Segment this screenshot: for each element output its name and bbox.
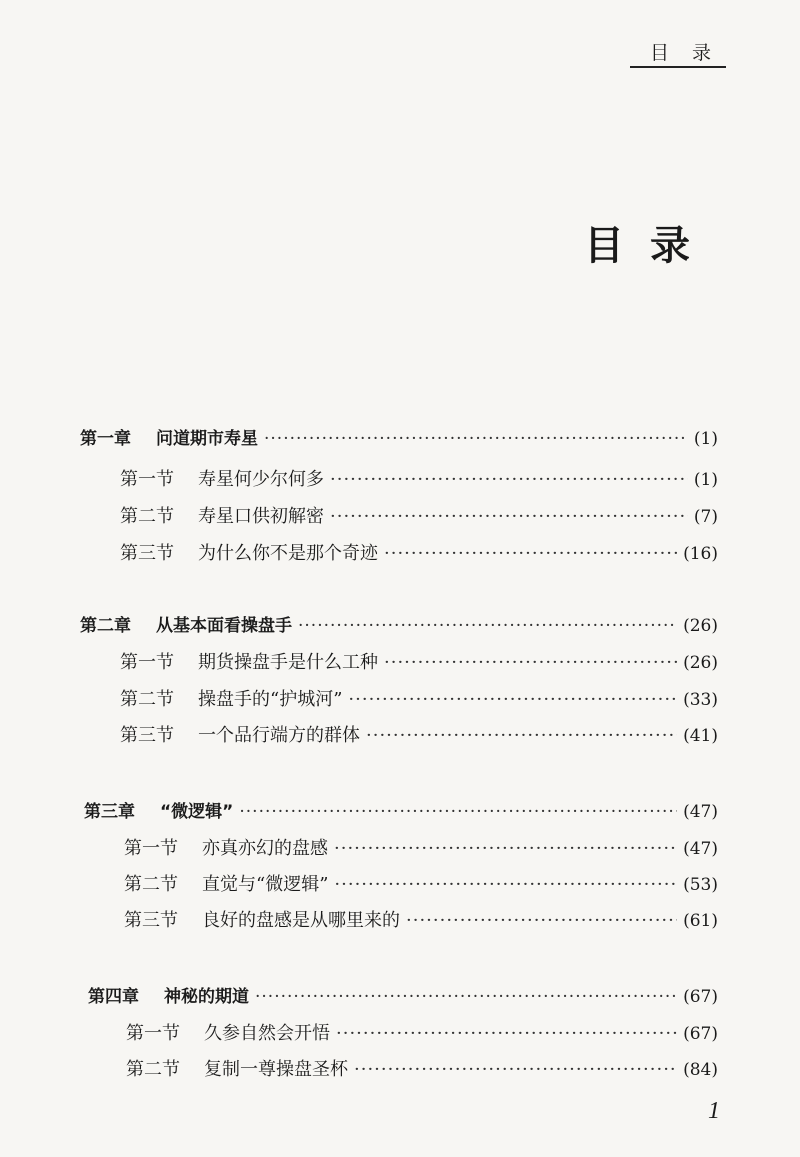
toc-section-1-2[interactable] [120, 503, 718, 531]
toc-section-1-1[interactable] [120, 466, 718, 494]
toc-section-4-2[interactable] [126, 1056, 718, 1084]
section-title: 一个品行端方的群体 [198, 725, 360, 746]
page-number: (1) [693, 470, 718, 490]
dot-leader [255, 983, 677, 1011]
section-number: 第一节 [120, 469, 174, 490]
section-number: 第一节 [120, 652, 174, 673]
page-number: (16) [683, 544, 718, 564]
toc-chapter-4[interactable] [88, 983, 718, 1011]
section-title: 亦真亦幻的盘感 [202, 838, 328, 859]
chapter-number: 第一章 [80, 429, 131, 449]
dot-leader [366, 722, 677, 750]
page-number: (33) [683, 690, 718, 710]
section-title: 期货操盘手是什么工种 [198, 652, 378, 673]
section-title: 复制一尊操盘圣杯 [204, 1059, 348, 1080]
section-number: 第三节 [120, 725, 174, 746]
section-title: 良好的盘感是从哪里来的 [202, 910, 400, 931]
page-number: (26) [683, 616, 718, 636]
section-number: 第一节 [126, 1023, 180, 1044]
toc-section-2-1[interactable] [120, 649, 718, 677]
page-number: (47) [683, 802, 718, 822]
toc-section-2-3[interactable] [120, 722, 718, 750]
chapter-title: “微逻辑” [160, 802, 234, 822]
chapter-title: 神秘的期道 [164, 987, 249, 1007]
section-title: 为什么你不是那个奇迹 [198, 543, 378, 564]
toc-section-3-3[interactable] [124, 907, 718, 935]
dot-leader [330, 466, 688, 494]
dot-leader [330, 503, 688, 531]
toc-section-4-1[interactable] [126, 1020, 718, 1048]
chapter-number: 第三章 [84, 802, 135, 822]
page-number: (41) [683, 726, 718, 746]
dot-leader [354, 1056, 677, 1084]
dot-leader [239, 798, 677, 826]
dot-leader [264, 425, 688, 453]
page-title: 目录 [584, 222, 716, 269]
dot-leader [334, 871, 677, 899]
page-number: (7) [693, 507, 718, 527]
section-title: 寿星何少尔何多 [198, 469, 324, 490]
page-number: (1) [693, 429, 718, 449]
section-number: 第二节 [120, 506, 174, 527]
toc-section-1-3[interactable] [120, 540, 718, 568]
page-number: (84) [683, 1060, 718, 1080]
toc-chapter-1[interactable] [80, 425, 718, 453]
toc-chapter-2[interactable] [80, 612, 718, 640]
dot-leader [384, 540, 677, 568]
toc-section-3-1[interactable] [124, 835, 718, 863]
chapter-title: 从基本面看操盘手 [156, 616, 292, 636]
section-number: 第一节 [124, 838, 178, 859]
section-title: 久参自然会开悟 [204, 1023, 330, 1044]
chapter-title: 问道期市寿星 [156, 429, 258, 449]
page-number: (53) [683, 875, 718, 895]
section-title: 寿星口供初解密 [198, 506, 324, 527]
page-number: (26) [683, 653, 718, 673]
chapter-number: 第四章 [88, 987, 139, 1007]
section-number: 第二节 [126, 1059, 180, 1080]
page-number: (67) [683, 1024, 718, 1044]
toc-section-3-2[interactable] [124, 871, 718, 899]
section-title: 直觉与“微逻辑” [202, 874, 329, 895]
dot-leader [336, 1020, 677, 1048]
toc-section-2-2[interactable] [120, 686, 718, 714]
dot-leader [334, 835, 677, 863]
section-number: 第二节 [120, 689, 174, 710]
dot-leader [298, 612, 677, 640]
section-number: 第三节 [124, 910, 178, 931]
dot-leader [348, 686, 677, 714]
page-number: (61) [683, 911, 718, 931]
page-number: (47) [683, 839, 718, 859]
running-head: 目 录 [650, 42, 714, 64]
page-number: (67) [683, 987, 718, 1007]
toc-chapter-3[interactable] [84, 798, 718, 826]
chapter-number: 第二章 [80, 616, 131, 636]
section-number: 第三节 [120, 543, 174, 564]
page-folio: 1 [708, 1098, 720, 1124]
dot-leader [406, 907, 677, 935]
section-number: 第二节 [124, 874, 178, 895]
dot-leader [384, 649, 677, 677]
section-title: 操盘手的“护城河” [198, 689, 343, 710]
